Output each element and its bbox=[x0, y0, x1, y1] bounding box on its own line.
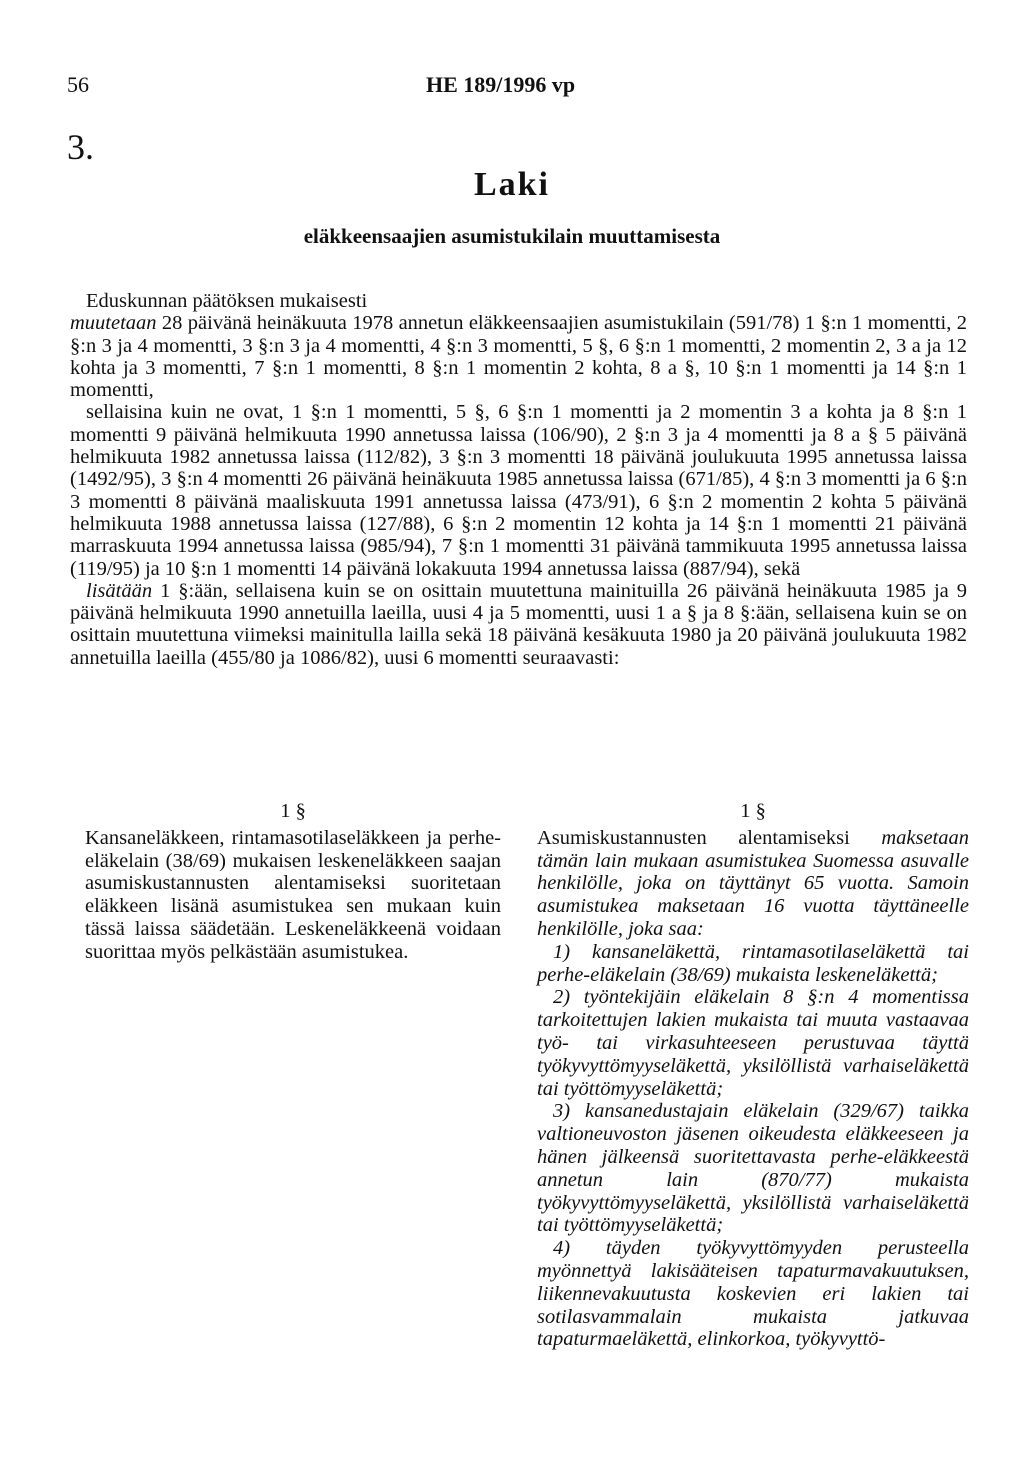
list-item: 1) kansaneläkettä, rintamasotilaseläkettä tai perhe-eläkelain (38/69) mukaista leskeneläkettä; bbox=[537, 940, 969, 986]
right-section-heading: 1 § bbox=[740, 800, 766, 822]
section-number: 3. bbox=[67, 127, 94, 167]
intro-paragraph-2-body: 28 päivänä heinäkuuta 1978 annetun eläkkeensaajien asumistukilain (591/78) 1 §:n 1 momentti, 2 §:n 3 ja 4 momentti, 3 §:n 3 ja 4 momentti, 4 §:n 3 momentti, 5 §, 6 §:n 1 momentti, 2 momentin 2, 3 a ja 12 kohta ja 3 momentti, 7 §:n 1 momentti, 8 §:n 1 momentin 2 kohta, 8 a §, 10 §:n 1 momentti ja 14 §:n 1 momentti, bbox=[70, 312, 967, 402]
document-id: HE 189/1996 vp bbox=[426, 72, 576, 97]
right-section-text-plain: Asumiskustannusten alentamiseksi bbox=[537, 826, 882, 849]
list-item: 4) täyden työkyvyttömyyden perusteella myönnettyä lakisääteisen tapaturmavakuutuksen, liikennevakuutusta koskevien eri lakien tai sotilasvammalain mukaista jatkuvaa tapaturmaeläkettä, elinkorkoa, työkyvyttö- bbox=[537, 1237, 969, 1351]
right-section-text-italic: maksetaan tämän lain mukaan asumistukea Suomessa asuvalle henkilölle, joka on täyttänyt 65 vuotta. Samoin asumistukea maksetaan 16 vuotta täyttäneelle henkilölle, joka saa: bbox=[537, 826, 969, 940]
page-number: 56 bbox=[67, 72, 89, 97]
list-item: 2) työntekijäin eläkelain 8 §:n 4 momentissa tarkoitettujen lakien mukaista tai muuta vastaavaa työ- tai virkasuhteeseen perustuvaa täyttä työkyvyttömyyseläkettä, yksilöllistä varhaiseläkettä tai työttömyyseläkettä; bbox=[537, 986, 969, 1100]
intro-paragraph-3: sellaisina kuin ne ovat, 1 §:n 1 momentti, 5 §, 6 §:n 1 momentti ja 2 momentin 3 a kohta ja 8 §:n 1 momentti 9 päivänä helmikuuta 1990 annetussa laissa (106/90), 2 §:n 3 ja 4 momentti ja 8 a § 5 päivänä helmikuuta 1982 annetussa laissa (112/82), 3 §:n 3 momentti 18 päivänä joulukuuta 1995 annetussa laissa (1492/95), 3 §:n 4 momentti 26 päivänä heinäkuuta 1985 annetussa laissa (671/85), 4 §:n 3 momentti ja 6 §:n 3 momentti 8 päivänä maaliskuuta 1991 annetussa laissa (473/91), 6 §:n 2 momentin 2 kohta 5 päivänä helmikuuta 1988 annetussa laissa (127/88), 6 §:n 2 momentin 12 kohta ja 14 §:n 1 momentti 21 päivänä marraskuuta 1994 annetussa laissa (985/94), 7 §:n 1 momentti 31 päivänä tammikuuta 1995 annetussa laissa (119/95) ja 10 §:n 1 momentti 14 päivänä lokakuuta 1994 annetussa laissa (887/94), sekä bbox=[70, 401, 967, 580]
intro-paragraph-4 bbox=[70, 580, 967, 669]
intro-paragraph-1: Eduskunnan päätöksen mukaisesti bbox=[86, 290, 368, 312]
intro-paragraph-4-lead: lisätään bbox=[86, 579, 153, 602]
intro-paragraph-2-lead: muutetaan bbox=[70, 312, 157, 335]
left-section-text: Kansaneläkkeen, rintamasotilaseläkkeen ja perhe-eläkelain (38/69) mukaisen leskeneläkkeen saajan asumiskustannusten alentamiseksi suoritetaan eläkkeen lisänä asumistukea sen mukaan kuin tässä laissa säädetään. Leskeneläkkeenä voidaan suorittaa myös pelkästään asumistukea. bbox=[85, 826, 501, 963]
intro-text bbox=[70, 290, 967, 669]
law-subtitle: eläkkeensaajien asumistukilain muuttamisesta bbox=[303, 224, 721, 248]
law-title: Laki bbox=[473, 166, 551, 203]
list-item: 3) kansanedustajain eläkelain (329/67) taikka valtioneuvoston jäsenen oikeudesta eläkkeeseen ja hänen jälkeensä suoritettavasta perhe-eläkkeestä annetun lain (870/77) mukaista työkyvyttömyyseläkettä, yksilöllistä varhaiseläkettä tai työttömyyseläkettä; bbox=[537, 1100, 969, 1237]
left-section-heading: 1 § bbox=[280, 800, 306, 822]
intro-paragraph-2 bbox=[70, 312, 967, 401]
right-section-text bbox=[537, 827, 969, 941]
left-column bbox=[85, 800, 501, 964]
right-column bbox=[537, 800, 969, 1351]
intro-paragraph-4-body: 1 §:ään, sellaisena kuin se on osittain muutettuna mainituilla 26 päivänä heinäkuuta 1985 ja 9 päivänä helmikuuta 1990 annetuilla laeilla, uusi 4 ja 5 momentti, uusi 1 a § ja 8 §:ään, sellaisena kuin se on osittain muutettuna viimeksi mainitulla lailla sekä 18 päivänä kesäkuuta 1980 ja 20 päivänä joulukuuta 1982 annetuilla laeilla (455/80 ja 1086/82), uusi 6 momentti seuraavasti: bbox=[70, 579, 967, 669]
